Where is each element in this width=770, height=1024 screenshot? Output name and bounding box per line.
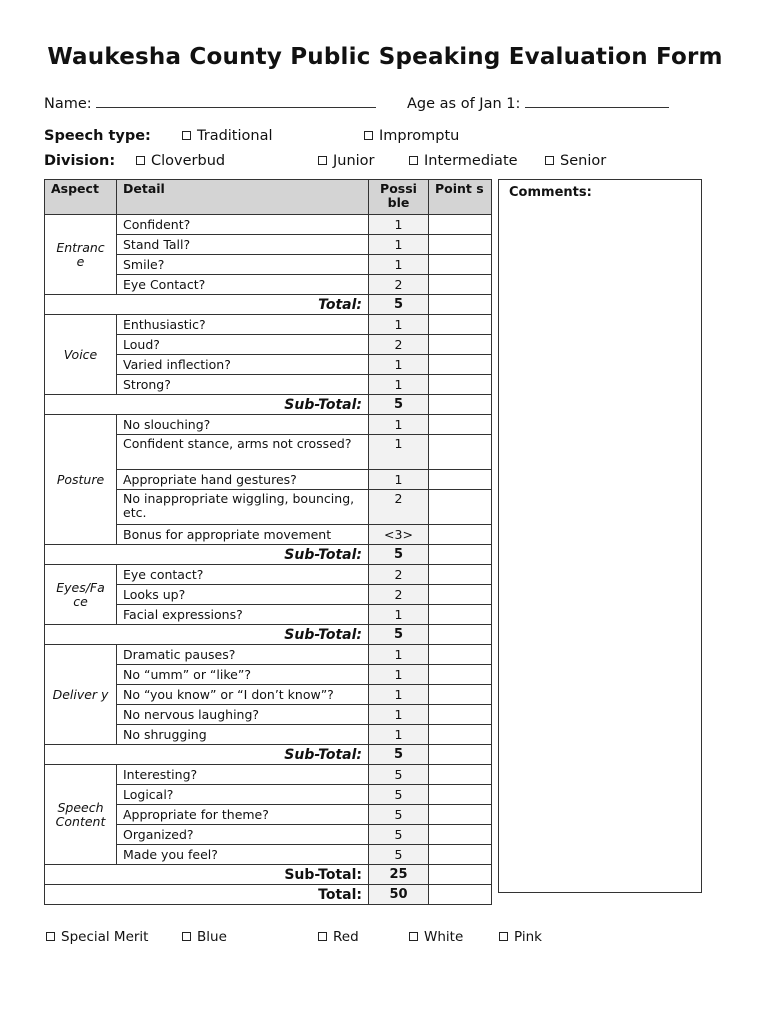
points-cell[interactable] [429,470,492,490]
age-row [407,93,669,112]
header-aspect: Aspect [45,180,117,215]
detail-cell: No inappropriate wiggling, bouncing, etc. [117,490,369,525]
points-cell[interactable] [429,585,492,605]
possible-cell: 5 [369,785,429,805]
points-cell[interactable] [429,235,492,255]
possible-cell: 1 [369,355,429,375]
points-cell[interactable] [429,565,492,585]
detail-cell: No slouching? [117,415,369,435]
subtotal-points-cell[interactable] [429,545,492,565]
points-cell[interactable] [429,705,492,725]
possible-cell: 1 [369,235,429,255]
possible-cell: 1 [369,470,429,490]
table-row [45,315,492,335]
table-row [45,565,492,585]
possible-cell: 2 [369,585,429,605]
possible-cell: 1 [369,725,429,745]
subtotal-row [45,395,492,415]
possible-cell: 1 [369,415,429,435]
age-field[interactable] [525,93,669,108]
aspect-eyes-face: Eyes/Fa ce [45,565,117,625]
points-cell[interactable] [429,435,492,470]
points-cell[interactable] [429,765,492,785]
checkbox-icon[interactable] [136,156,145,165]
subtotal-points-cell[interactable] [429,395,492,415]
checkbox-icon[interactable] [545,156,554,165]
possible-cell: 1 [369,665,429,685]
possible-cell: 1 [369,375,429,395]
detail-cell: Eye Contact? [117,275,369,295]
detail-cell: No “you know” or “I don’t know”? [117,685,369,705]
points-cell[interactable] [429,685,492,705]
detail-cell: Dramatic pauses? [117,645,369,665]
points-cell[interactable] [429,665,492,685]
detail-cell: Logical? [117,785,369,805]
comments-box[interactable] [498,179,702,893]
detail-cell: No “umm” or “like”? [117,665,369,685]
aspect-delivery: Deliver y [45,645,117,745]
aspect-posture: Posture [45,415,117,545]
detail-cell: Facial expressions? [117,605,369,625]
header-detail: Detail [117,180,369,215]
subtotal-row [45,295,492,315]
name-label: Name: [44,96,92,112]
subtotal-row [45,545,492,565]
points-cell[interactable] [429,645,492,665]
table-row [45,645,492,665]
division-senior[interactable]: Senior [545,153,606,169]
division-cloverbud[interactable]: Cloverbud [136,153,225,169]
points-cell[interactable] [429,355,492,375]
possible-cell: 1 [369,685,429,705]
points-cell[interactable] [429,785,492,805]
detail-cell: Smile? [117,255,369,275]
checkbox-icon[interactable] [318,932,327,941]
detail-cell: Confident? [117,215,369,235]
checkbox-icon[interactable] [409,156,418,165]
merit-red[interactable]: Red [318,929,359,945]
table-row [45,765,492,785]
detail-cell: Appropriate for theme? [117,805,369,825]
division-label: Division: [44,153,116,169]
division-intermediate[interactable]: Intermediate [409,153,518,169]
possible-cell: 2 [369,565,429,585]
header-possible: Possi ble [369,180,429,215]
checkbox-icon[interactable] [318,156,327,165]
detail-cell: Varied inflection? [117,355,369,375]
possible-cell: 5 [369,805,429,825]
possible-cell: 1 [369,705,429,725]
merit-white[interactable]: White [409,929,463,945]
comments-label: Comments: [509,185,592,200]
age-label: Age as of Jan 1: [407,96,521,112]
detail-cell: Bonus for appropriate movement [117,525,369,545]
possible-cell: 2 [369,335,429,355]
points-cell[interactable] [429,845,492,865]
possible-cell: <3> [369,525,429,545]
points-cell[interactable] [429,805,492,825]
grand-total-points-cell[interactable] [429,885,492,905]
detail-cell: Looks up? [117,585,369,605]
table-header [45,180,492,215]
speech-type-impromptu[interactable]: Impromptu [364,128,459,144]
name-row [44,93,376,112]
table-row [45,415,492,435]
subtotal-label: Sub-Total: [45,745,369,765]
detail-cell: Interesting? [117,765,369,785]
checkbox-icon[interactable] [182,131,191,140]
points-cell[interactable] [429,255,492,275]
possible-cell: 5 [369,825,429,845]
name-field[interactable] [96,93,376,108]
grand-total-row [45,885,492,905]
subtotal-points-cell[interactable] [429,295,492,315]
points-cell[interactable] [429,605,492,625]
points-cell[interactable] [429,525,492,545]
points-cell[interactable] [429,275,492,295]
merit-special[interactable]: Special Merit [46,929,148,945]
possible-cell: 2 [369,275,429,295]
possible-cell: 2 [369,490,429,525]
checkbox-icon[interactable] [182,932,191,941]
page-title: Waukesha County Public Speaking Evaluation Form [47,44,723,70]
points-cell[interactable] [429,215,492,235]
subtotal-points-cell[interactable] [429,865,492,885]
speech-type-row [44,128,151,144]
points-cell[interactable] [429,315,492,335]
table-row [45,215,492,235]
detail-cell: Appropriate hand gestures? [117,470,369,490]
detail-cell: Made you feel? [117,845,369,865]
speech-type-label: Speech type: [44,128,151,144]
points-cell[interactable] [429,825,492,845]
grand-total-label: Total: [45,885,369,905]
detail-cell: Stand Tall? [117,235,369,255]
detail-cell: No nervous laughing? [117,705,369,725]
subtotal-points-cell[interactable] [429,745,492,765]
detail-cell: Organized? [117,825,369,845]
checkbox-icon[interactable] [46,932,55,941]
subtotal-possible: 25 [369,865,429,885]
subtotal-label: Sub-Total: [45,395,369,415]
points-cell[interactable] [429,375,492,395]
possible-cell: 5 [369,845,429,865]
aspect-speech-content: Speech Content [45,765,117,865]
detail-cell: Loud? [117,335,369,355]
subtotal-possible: 5 [369,295,429,315]
subtotal-label: Sub-Total: [45,545,369,565]
division-junior[interactable]: Junior [318,153,375,169]
possible-cell: 1 [369,605,429,625]
detail-cell: Strong? [117,375,369,395]
merit-pink[interactable]: Pink [499,929,542,945]
points-cell[interactable] [429,725,492,745]
points-cell[interactable] [429,335,492,355]
aspect-entrance: Entranc e [45,215,117,295]
header-points: Point s [429,180,492,215]
detail-cell: Eye contact? [117,565,369,585]
aspect-voice: Voice [45,315,117,395]
subtotal-possible: 5 [369,745,429,765]
subtotal-label: Total: [45,295,369,315]
subtotal-label: Sub-Total: [45,625,369,645]
division-row [44,153,115,169]
detail-cell: Confident stance, arms not crossed? [117,435,369,470]
evaluation-table [44,179,492,905]
possible-cell: 1 [369,645,429,665]
merit-blue[interactable]: Blue [182,929,227,945]
points-cell[interactable] [429,415,492,435]
possible-cell: 1 [369,315,429,335]
possible-cell: 1 [369,215,429,235]
possible-cell: 5 [369,765,429,785]
subtotal-possible: 5 [369,545,429,565]
possible-cell: 1 [369,255,429,275]
checkbox-icon[interactable] [364,131,373,140]
subtotal-row [45,625,492,645]
checkbox-icon[interactable] [409,932,418,941]
possible-cell: 1 [369,435,429,470]
subtotal-label: Sub-Total: [45,865,369,885]
subtotal-possible: 5 [369,395,429,415]
subtotal-possible: 5 [369,625,429,645]
points-cell[interactable] [429,490,492,525]
detail-cell: Enthusiastic? [117,315,369,335]
subtotal-points-cell[interactable] [429,625,492,645]
detail-cell: No shrugging [117,725,369,745]
subtotal-row [45,745,492,765]
speech-type-traditional[interactable]: Traditional [182,128,273,144]
grand-total-possible: 50 [369,885,429,905]
subtotal-row [45,865,492,885]
checkbox-icon[interactable] [499,932,508,941]
